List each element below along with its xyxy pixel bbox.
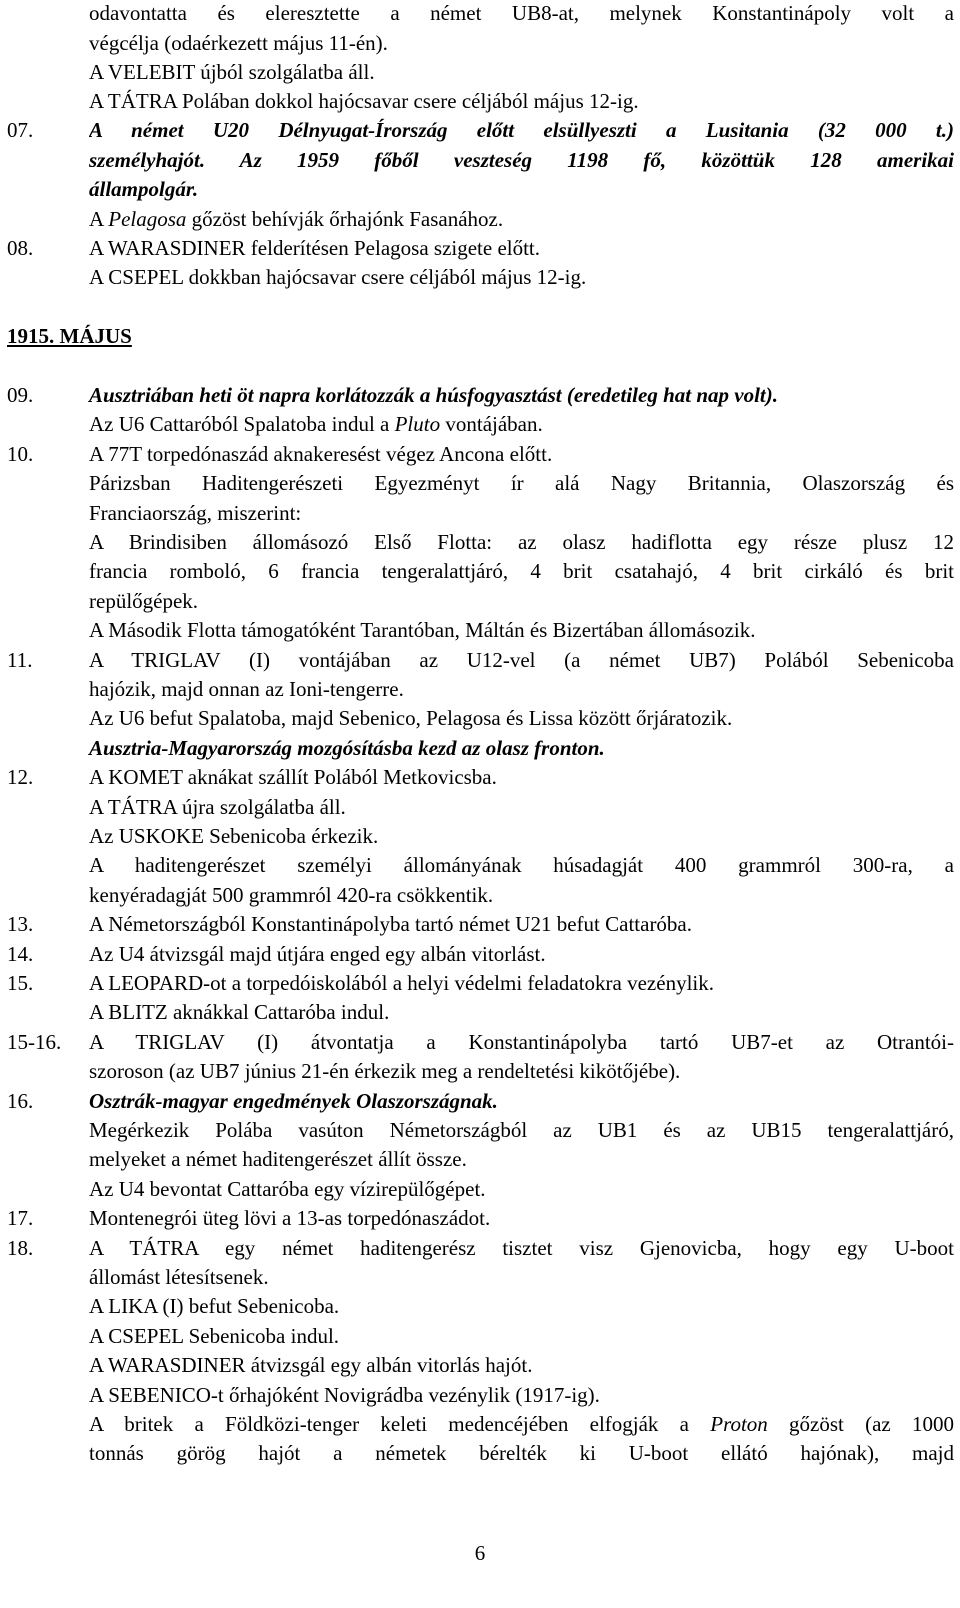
line-text: Az U4 átvizsgál majd útjára enged egy albán vitorlást. <box>89 942 546 966</box>
line-text: Ausztria-Magyarország mozgósításba kezd az olasz fronton. <box>89 736 605 760</box>
line-text <box>89 409 543 439</box>
line-text: Az U4 bevontat Cattaróba egy vízirepülőgépet. <box>89 1177 486 1201</box>
line-text: A német U20 Délnyugat-Írország előtt elsüllyeszti a Lusitania (32 000 t.) <box>89 118 954 142</box>
date-label: 08. <box>7 236 34 260</box>
line-text: A WARASDINER felderítésen Pelagosa szigete előtt. <box>89 236 541 260</box>
text-line <box>0 1056 960 1086</box>
entry-line <box>0 115 960 145</box>
entry-line <box>0 1027 960 1057</box>
date-label: 11. <box>7 648 33 672</box>
date-label: 18. <box>7 1236 34 1260</box>
entry-line <box>0 380 960 410</box>
line-text: odavontatta és eleresztette a német UB8-at, melynek Konstantinápoly volt a <box>89 1 954 25</box>
text-line <box>0 1321 960 1351</box>
line-text: A 77T torpedónaszád aknakeresést végez Ancona előtt. <box>89 442 553 466</box>
line-text: A TRIGLAV (I) vontájában az U12-vel (a német UB7) Polából Sebenicoba <box>89 648 954 672</box>
line-text: A CSEPEL dokkban hajócsavar csere céljából május 12-ig. <box>89 265 587 289</box>
line-text: állomást létesítsenek. <box>89 1265 269 1289</box>
line-text: Ausztriában heti öt napra korlátozzák a húsfogyasztást (eredetileg hat nap volt). <box>89 383 779 407</box>
line-text: A TÁTRA újra szolgálatba áll. <box>89 795 346 819</box>
line-text: hajózik, majd onnan az Ioni-tengerre. <box>89 677 404 701</box>
text-run: gőzöst (az 1000 <box>767 1412 954 1436</box>
text-line <box>0 1438 960 1468</box>
text-line <box>0 821 960 851</box>
text-line <box>0 1291 960 1321</box>
line-text: személyhajót. Az 1959 főből veszteség 1198 fő, közöttük 128 amerikai <box>89 148 954 172</box>
text-line <box>0 57 960 87</box>
date-label: 15-16. <box>7 1030 62 1054</box>
text-line <box>0 850 960 880</box>
line-text: A LIKA (I) befut Sebenicoba. <box>89 1294 340 1318</box>
line-text: repülőgépek. <box>89 589 199 613</box>
line-text: szoroson (az UB7 június 21-én érkezik meg a rendeltetési kikötőjébe). <box>89 1059 681 1083</box>
line-text <box>89 1409 954 1439</box>
line-text: A Második Flotta támogatóként Tarantóban, Máltán és Bizertában állomásozik. <box>89 618 756 642</box>
line-text: A haditengerészet személyi állományának húsadagját 400 grammról 300-ra, a <box>89 853 954 877</box>
text-line <box>0 0 960 28</box>
text-line <box>0 409 960 439</box>
line-text: A LEOPARD-ot a torpedóiskolából a helyi védelmi feladatokra vezénylik. <box>89 971 714 995</box>
text-line <box>0 792 960 822</box>
text-line <box>0 527 960 557</box>
line-text: Montenegrói üteg lövi a 13-as torpedónaszádot. <box>89 1206 491 1230</box>
ship-name: Pelagosa <box>108 207 187 231</box>
line-text: A CSEPEL Sebenicoba indul. <box>89 1324 340 1348</box>
text-line <box>0 468 960 498</box>
text-line <box>0 1380 960 1410</box>
entry-line <box>0 968 960 998</box>
line-text: végcélja (odaérkezett május 11-én). <box>89 31 388 55</box>
date-label: 17. <box>7 1206 34 1230</box>
text-run: gőzöst behívják őrhajónk Fasanához. <box>186 207 504 231</box>
line-text: A Brindisiben állomásozó Első Flotta: az olasz hadiflotta egy része plusz 12 <box>89 530 954 554</box>
line-text: kenyéradagját 500 grammról 420-ra csökkentik. <box>89 883 494 907</box>
text-line <box>0 174 960 204</box>
text-line <box>0 997 960 1027</box>
line-text: A SEBENICO-t őrhajóként Novigrádba vezénylik (1917-ig). <box>89 1383 600 1407</box>
line-text: francia romboló, 6 francia tengeralattjáró, 4 brit csatahajó, 4 brit cirkáló és brit <box>89 559 954 583</box>
entry-line <box>0 909 960 939</box>
text-line <box>0 1174 960 1204</box>
line-text: A Németországból Konstantinápolyba tartó német U21 befut Cattaróba. <box>89 912 693 936</box>
ship-name: Pluto <box>394 412 441 436</box>
line-text: Osztrák-magyar engedmények Olaszországnak. <box>89 1089 498 1113</box>
text-line <box>0 1115 960 1145</box>
page-number: 6 <box>474 1541 486 1565</box>
text-line <box>0 615 960 645</box>
entry-line <box>0 439 960 469</box>
text-line <box>0 145 960 175</box>
entry-line <box>0 762 960 792</box>
entry-line <box>0 645 960 675</box>
text-line <box>0 586 960 616</box>
text-line <box>0 262 960 292</box>
text-line <box>0 703 960 733</box>
text-line <box>0 1144 960 1174</box>
line-text: A TÁTRA egy német haditengerész tisztet visz Gjenovicba, hogy egy U-boot <box>89 1236 954 1260</box>
line-text: A VELEBIT újból szolgálatba áll. <box>89 60 375 84</box>
line-text: A KOMET aknákat szállít Polából Metkovicsba. <box>89 765 497 789</box>
line-text: Párizsban Haditengerészeti Egyezményt ír alá Nagy Britannia, Olaszország és <box>89 471 954 495</box>
text-line <box>0 498 960 528</box>
line-text: állampolgár. <box>89 177 199 201</box>
line-text: A BLITZ aknákkal Cattaróba indul. <box>89 1000 390 1024</box>
line-text: Az USKOKE Sebenicoba érkezik. <box>89 824 379 848</box>
text-run: Az U6 Cattaróból Spalatoba indul a <box>89 412 395 436</box>
line-text: melyeket a német haditengerészet állít össze. <box>89 1147 467 1171</box>
entry-line <box>0 1233 960 1263</box>
text-run: A <box>89 207 109 231</box>
line-text: Megérkezik Polába vasúton Németországból az UB1 és az UB15 tengeralattjáró, <box>89 1118 954 1142</box>
date-label: 09. <box>7 383 34 407</box>
text-line <box>0 1262 960 1292</box>
text-line <box>0 733 960 763</box>
date-label: 14. <box>7 942 34 966</box>
entry-line <box>0 233 960 263</box>
entry-line <box>0 939 960 969</box>
text-line <box>0 880 960 910</box>
date-label: 07. <box>7 118 34 142</box>
line-text: Az U6 befut Spalatoba, majd Sebenico, Pelagosa és Lissa között őrjáratozik. <box>89 706 733 730</box>
text-line <box>0 1409 960 1439</box>
text-run: vontájában. <box>440 412 543 436</box>
text-line <box>0 204 960 234</box>
date-label: 16. <box>7 1089 34 1113</box>
entry-line <box>0 1086 960 1116</box>
date-label: 10. <box>7 442 34 466</box>
text-line <box>0 28 960 58</box>
text-line <box>0 674 960 704</box>
line-text <box>89 204 503 234</box>
date-label: 12. <box>7 765 34 789</box>
section-heading: 1915. MÁJUS <box>7 324 132 348</box>
line-text: A WARASDINER átvizsgál egy albán vitorlás hajót. <box>89 1353 533 1377</box>
text-line <box>0 1350 960 1380</box>
date-label: 15. <box>7 971 34 995</box>
date-label: 13. <box>7 912 34 936</box>
line-text: A TÁTRA Polában dokkol hajócsavar csere céljából május 12-ig. <box>89 89 639 113</box>
ship-name: Proton <box>710 1412 768 1436</box>
text-run: A britek a Földközi-tenger keleti medencéjében elfogják a <box>89 1412 711 1436</box>
line-text: Franciaország, miszerint: <box>89 501 302 525</box>
text-line <box>0 86 960 116</box>
line-text: A TRIGLAV (I) átvontatja a Konstantinápolyba tartó UB7-et az Otrantói- <box>89 1030 954 1054</box>
line-text: tonnás görög hajót a németek bérelték ki U-boot ellátó hajónak), majd <box>89 1441 954 1465</box>
entry-line <box>0 1203 960 1233</box>
section-heading-line <box>0 321 960 351</box>
text-line <box>0 556 960 586</box>
